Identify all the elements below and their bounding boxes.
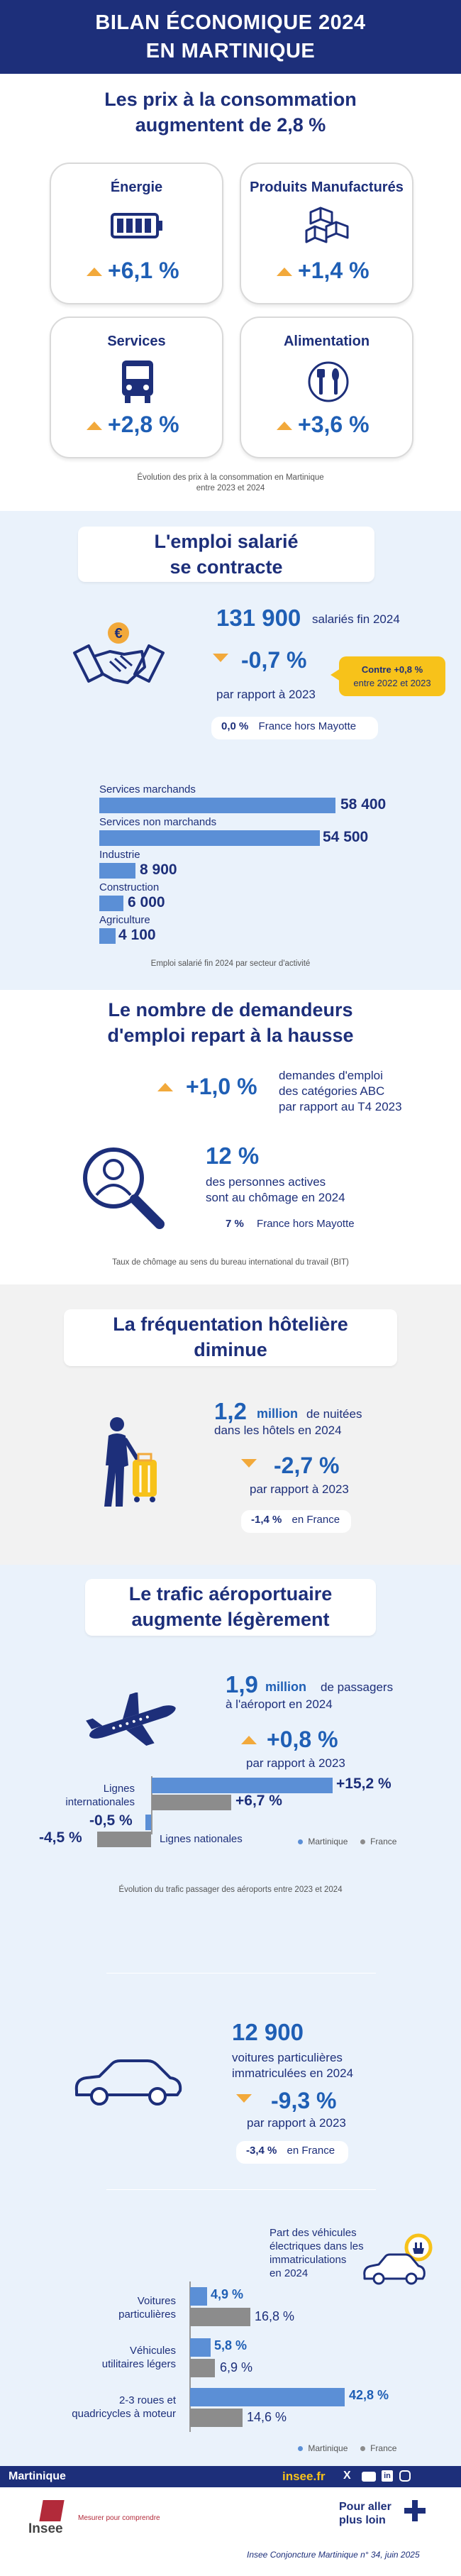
cars-change: -9,3 % <box>271 2088 337 2113</box>
value-label: +15,2 % <box>336 1776 391 1792</box>
hotels-title-line1: La fréquentation hôtelière <box>113 1314 348 1335</box>
ev-chart <box>0 1565 461 2466</box>
legend-dot-martinique <box>298 2446 303 2451</box>
price-card-services <box>50 317 223 458</box>
bar-martinique <box>190 2338 211 2357</box>
jobseekers-note: Taux de chômage au sens du bureau international du travail (BIT) <box>112 1258 349 1267</box>
employment-change: -0,7 % <box>241 647 307 673</box>
france-label: France hors Mayotte <box>257 1218 355 1230</box>
category-label: Lignes <box>103 1783 135 1795</box>
insee-logo <box>28 2500 78 2536</box>
hotels-label-line2: dans les hôtels en 2024 <box>214 1424 342 1437</box>
category-label-line: quadricycles à moteur <box>72 2408 176 2420</box>
down-arrow-icon <box>213 653 228 666</box>
sector-value: 4 100 <box>118 927 156 943</box>
badge-line2: entre 2022 et 2023 <box>353 678 431 688</box>
cars-change-label: par rapport à 2023 <box>247 2116 346 2130</box>
sector-chart <box>0 781 461 951</box>
prices-title-line2: augmentent de 2,8 % <box>135 114 326 136</box>
airport-unit: million <box>265 1680 306 1694</box>
airport-note: Évolution du trafic passager des aéroports entre 2023 et 2024 <box>118 1886 343 1894</box>
card-value: +6,1 % <box>108 258 179 283</box>
card-value: +2,8 % <box>108 412 179 437</box>
sector-bar <box>99 830 320 846</box>
page-header <box>0 0 461 74</box>
employment-badge <box>339 656 445 696</box>
plate-cutlery-icon <box>306 360 350 403</box>
jobseekers-title <box>0 997 461 1048</box>
france-label: France hors Mayotte <box>258 720 357 732</box>
value-label: 5,8 % <box>214 2338 248 2352</box>
social-youtube-icon[interactable] <box>362 2472 376 2482</box>
prices-note-line1: Évolution des prix à la consommation en Martinique <box>137 473 324 482</box>
sector-label: Industrie <box>99 849 140 861</box>
employment-france-pill <box>211 717 378 739</box>
france-value: 7 % <box>226 1218 244 1230</box>
up-arrow-icon <box>87 267 102 280</box>
hotels-change-label: par rapport à 2023 <box>250 1482 349 1496</box>
up-arrow-icon <box>277 267 292 280</box>
airport-title-line1: Le trafic aéroportuaire <box>128 1583 333 1605</box>
airport-label-line1: de passagers <box>321 1680 394 1694</box>
cars-label-line2: immatriculées en 2024 <box>232 2066 354 2080</box>
down-arrow-icon <box>241 1458 257 1471</box>
cars-value: 12 900 <box>232 2019 304 2045</box>
airport-change: +0,8 % <box>267 1727 338 1752</box>
value-label: 42,8 % <box>349 2388 389 2402</box>
unemployment-rate: 12 % <box>206 1143 260 1169</box>
sector-value: 54 500 <box>323 829 369 845</box>
sector-value: 6 000 <box>128 894 165 910</box>
hotels-unit: million <box>257 1407 298 1421</box>
sector-label: Agriculture <box>99 914 150 926</box>
card-label: Alimentation <box>283 334 370 349</box>
category-label-national: Lignes nationales <box>160 1833 243 1845</box>
value-label: 6,9 % <box>220 2360 253 2374</box>
prices-section <box>0 74 461 511</box>
hotels-section <box>0 1284 461 1565</box>
hotels-label-line1: de nuitées <box>306 1407 362 1421</box>
jobseekers-section <box>0 990 461 1284</box>
social-x-icon[interactable]: X <box>343 2470 351 2482</box>
footer-bar <box>0 2466 461 2487</box>
category-label-line: 2-3 roues et <box>118 2394 176 2406</box>
category-label-line: Voitures <box>137 2295 176 2307</box>
logo-mark <box>39 2500 64 2521</box>
badge-line1: Contre +0,8 % <box>361 664 423 675</box>
france-value: -3,4 % <box>246 2145 277 2157</box>
header-title-line1: BILAN ÉCONOMIQUE 2024 <box>95 11 366 34</box>
airport-section <box>0 1565 461 2466</box>
sector-bar <box>99 928 116 944</box>
card-value: +3,6 % <box>298 412 370 437</box>
logo-text: Insee <box>28 2521 63 2536</box>
footer-tagline: Mesurer pour comprendre <box>78 2514 160 2522</box>
price-card-food <box>240 317 413 458</box>
sector-label: Services non marchands <box>99 816 217 828</box>
card-label: Services <box>107 334 166 349</box>
footer-region: Martinique <box>9 2470 66 2482</box>
hotels-change: -2,7 % <box>274 1453 340 1478</box>
value-label: 14,6 % <box>247 2410 287 2424</box>
up-arrow-icon <box>157 1082 173 1095</box>
airport-change-label: par rapport à 2023 <box>246 1756 345 1770</box>
employment-change-label: par rapport à 2023 <box>216 688 316 701</box>
card-value: +1,4 % <box>298 258 370 283</box>
rate-text-line2: sont au chômage en 2024 <box>206 1191 345 1204</box>
sector-value: 58 400 <box>340 796 387 813</box>
legend-dot-france <box>360 2446 365 2451</box>
category-label <box>28 2394 176 2421</box>
ev-caption-line4: en 2024 <box>270 2267 309 2279</box>
footer-area <box>0 2487 461 2576</box>
card-label: Énergie <box>110 180 163 195</box>
more-info[interactable] <box>339 2500 391 2527</box>
employment-title-line1: L'emploi salarié <box>154 531 299 552</box>
value-label: +6,7 % <box>235 1793 282 1809</box>
employment-value-label: salariés fin 2024 <box>312 612 400 626</box>
prices-title <box>0 87 461 138</box>
airport-value: 1,9 <box>226 1671 258 1697</box>
employment-section <box>0 511 461 990</box>
sector-bar <box>99 896 123 911</box>
legend-label: Martinique <box>308 1837 348 1846</box>
value-label: 16,8 % <box>255 2309 295 2323</box>
ev-caption-line1: Part des véhicules <box>270 2227 357 2239</box>
up-arrow-icon <box>277 421 292 434</box>
legend <box>298 2443 396 2453</box>
prices-note-line2: entre 2023 et 2024 <box>196 484 265 492</box>
change-text-line2: des catégories ABC <box>279 1084 385 1098</box>
svg-text:€: € <box>114 626 123 642</box>
price-card-manufactured <box>240 163 413 304</box>
jobseekers-change: +1,0 % <box>186 1074 257 1099</box>
social-linkedin-icon[interactable]: in <box>382 2470 393 2482</box>
ev-caption-line2: électriques dans les <box>270 2240 364 2252</box>
footer-reference: Insee Conjoncture Martinique n° 34, juin 2025 <box>247 2550 420 2560</box>
sector-bar <box>99 863 135 879</box>
bar-martinique <box>190 2388 345 2406</box>
battery-icon <box>109 210 166 242</box>
sector-label: Services marchands <box>99 783 196 796</box>
hotels-title <box>64 1311 397 1363</box>
airport-title-line2: augmente légèrement <box>131 1609 330 1630</box>
legend-label: France <box>370 1837 397 1846</box>
sector-label: Construction <box>99 881 160 893</box>
card-label: Produits Manufacturés <box>250 180 404 195</box>
employment-title-line2: se contracte <box>170 556 283 578</box>
bar-martinique <box>190 2287 207 2306</box>
footer-site-link[interactable]: insee.fr <box>282 2470 326 2483</box>
more-info-line2: plus loin <box>339 2514 386 2526</box>
category-label <box>64 2344 176 2371</box>
value-label: -4,5 % <box>39 1829 82 1846</box>
bus-icon <box>119 359 156 404</box>
france-label: en France <box>291 1514 340 1526</box>
ev-caption-line3: immatriculations <box>270 2254 347 2266</box>
up-arrow-icon <box>87 421 102 434</box>
jobseekers-france-pill <box>206 1214 374 1237</box>
value-label: -0,5 % <box>89 1812 133 1829</box>
france-label: en France <box>287 2145 335 2157</box>
jobseekers-title-line2: d'emploi repart à la hausse <box>107 1025 354 1046</box>
airport-label-line2: à l'aéroport en 2024 <box>226 1697 333 1711</box>
employment-note: Emploi salarié fin 2024 par secteur d'activité <box>150 959 311 968</box>
jobseekers-title-line1: Le nombre de demandeurs <box>108 999 353 1020</box>
category-label-line: Véhicules <box>129 2345 176 2357</box>
prices-note <box>0 473 461 494</box>
cars-label-line1: voitures particulières <box>232 2051 343 2064</box>
hotels-france-pill <box>241 1510 351 1533</box>
sector-bar <box>99 798 335 813</box>
france-value: -1,4 % <box>251 1514 282 1526</box>
bar-france <box>190 2409 243 2427</box>
jobseekers-change-text <box>279 1068 402 1115</box>
legend-label: Martinique <box>308 2443 348 2453</box>
social-instagram-icon[interactable] <box>399 2470 411 2482</box>
category-label-line: particulières <box>118 2308 176 2321</box>
employment-value: 131 900 <box>216 605 301 631</box>
category-label: internationales <box>65 1796 135 1808</box>
header-title-line2: EN MARTINIQUE <box>145 40 316 62</box>
magnifier-person-icon <box>78 1143 167 1231</box>
traveler-icon <box>96 1416 163 1508</box>
handshake-icon <box>71 617 167 688</box>
hotels-value: 1,2 <box>214 1398 247 1424</box>
plus-v <box>412 2500 418 2521</box>
badge-pointer <box>331 668 340 681</box>
price-card-energy <box>50 163 223 304</box>
change-text-line3: par rapport au T4 2023 <box>279 1100 402 1113</box>
boxes-icon <box>305 205 352 249</box>
legend-label: France <box>370 2443 397 2453</box>
unemployment-rate-text <box>206 1174 345 1206</box>
hotels-title-line2: diminue <box>194 1339 267 1360</box>
plus-icon[interactable] <box>404 2500 426 2521</box>
prices-title-line1: Les prix à la consommation <box>104 89 357 110</box>
sector-value: 8 900 <box>140 862 177 878</box>
category-label <box>64 2294 176 2321</box>
rate-text-line1: des personnes actives <box>206 1175 326 1189</box>
value-label: 4,9 % <box>211 2287 244 2301</box>
employment-title <box>78 529 374 580</box>
bar-france <box>190 2308 250 2326</box>
more-info-line1: Pour aller <box>339 2501 391 2513</box>
france-value: 0,0 % <box>221 720 249 732</box>
bar-france <box>190 2359 215 2377</box>
category-label-line: utilitaires légers <box>101 2358 176 2370</box>
change-text-line1: demandes d'emploi <box>279 1069 383 1082</box>
